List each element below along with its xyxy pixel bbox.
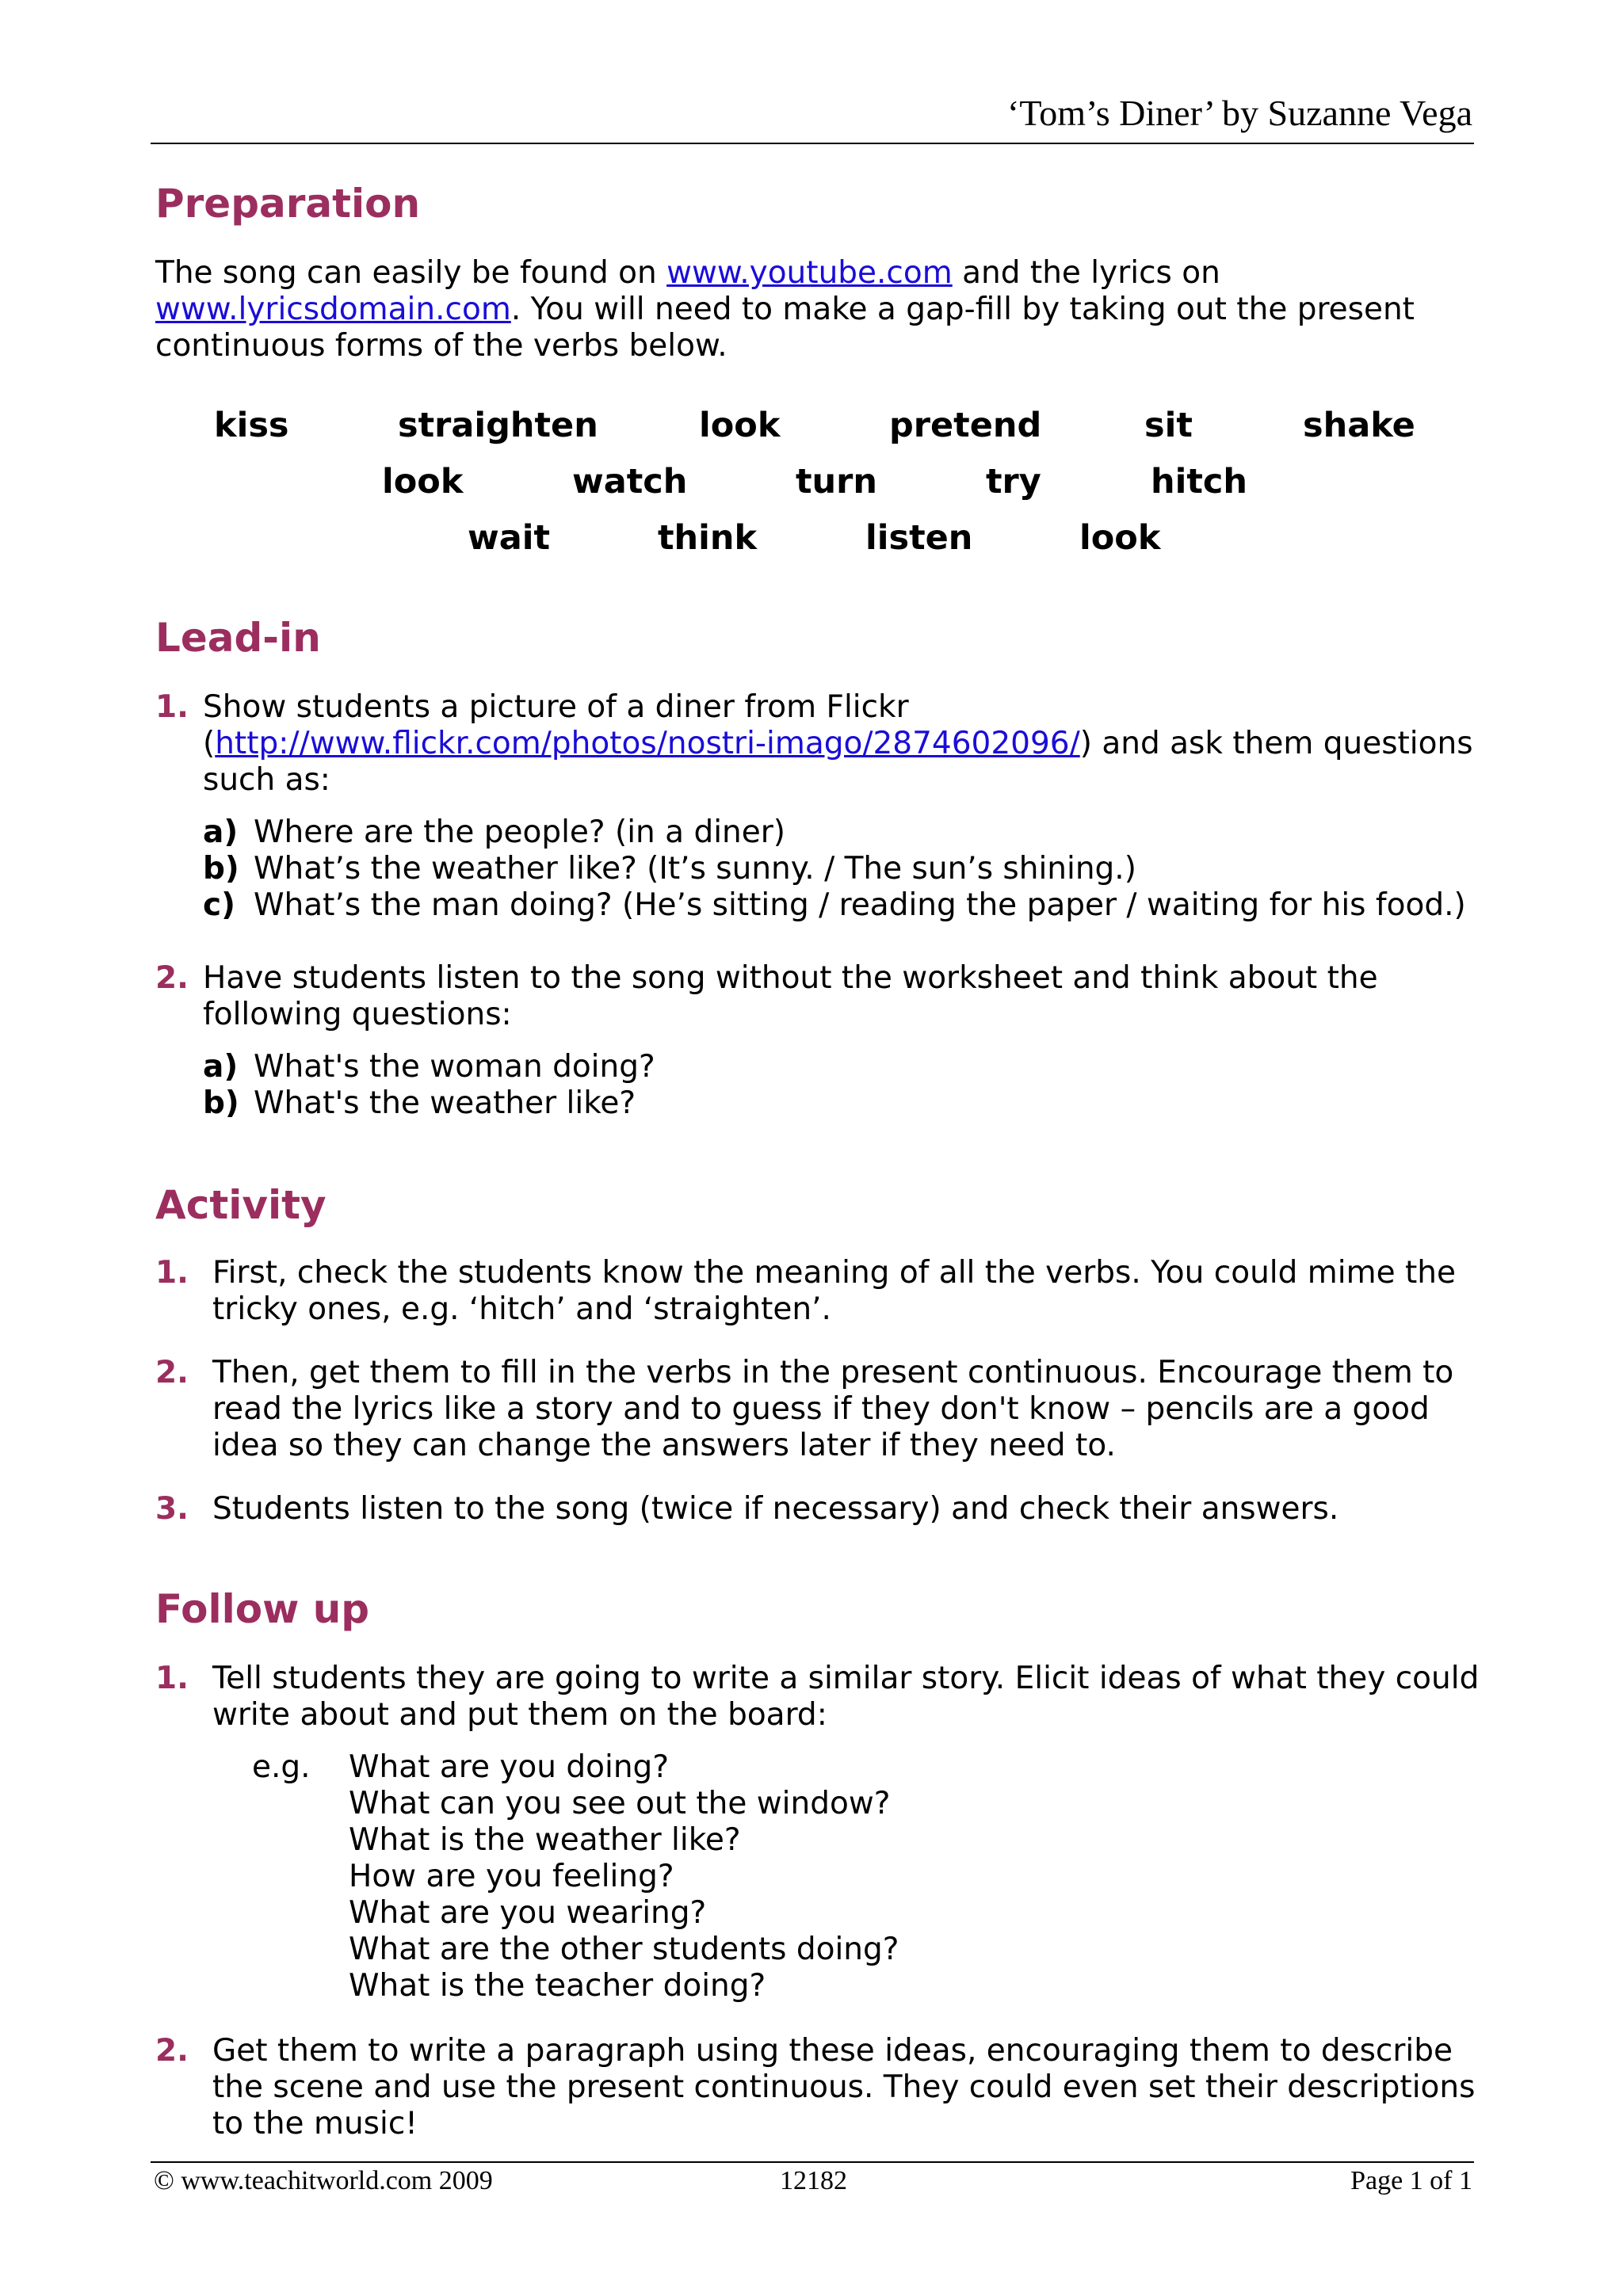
leadin-subitem: What’s the man doing? (He’s sitting / reading the paper / waiting for his food.): [254, 887, 1466, 923]
leadin-item1-line2-rest: ) and ask them questions: [1079, 726, 1473, 761]
list-number: 1.: [155, 689, 189, 725]
leadin-subitem: Where are the people? (in a diner): [254, 814, 786, 850]
followup-question: What are you doing?: [349, 1749, 670, 1785]
followup-question: How are you feeling?: [349, 1859, 674, 1894]
verb-word: shake: [1303, 406, 1415, 445]
verb-word: turn: [796, 462, 877, 502]
heading-follow-up: Follow up: [155, 1586, 370, 1632]
leadin-subitem: What's the weather like?: [254, 1085, 636, 1121]
followup-item2-line: the scene and use the present continuous. They could even set their descriptions: [212, 2069, 1476, 2105]
list-number: 1.: [155, 1255, 189, 1291]
followup-question: What are the other students doing?: [349, 1932, 899, 1967]
verb-word: pretend: [889, 406, 1042, 445]
verb-word: try: [986, 462, 1041, 502]
preparation-text-3: . You will need to make a gap-fill by taking out the present: [510, 292, 1415, 327]
activity-item2-line: read the lyrics like a story and to guess if they don't know – pencils are a good: [212, 1391, 1430, 1427]
list-number: 1.: [155, 1661, 189, 1696]
heading-activity: Activity: [155, 1182, 327, 1228]
followup-item2-line: to the music!: [212, 2106, 418, 2142]
verb-word: look: [382, 462, 464, 502]
preparation-line-2: [155, 292, 1487, 328]
youtube-link[interactable]: www.youtube.com: [666, 255, 953, 291]
lyricsdomain-link[interactable]: www.lyricsdomain.com: [155, 292, 511, 327]
sub-letter: a): [203, 814, 239, 850]
leadin-item1-line3: such as:: [203, 762, 330, 798]
followup-question: What is the weather like?: [349, 1822, 741, 1858]
verb-word: kiss: [214, 406, 289, 445]
verb-word: sit: [1144, 406, 1193, 445]
leadin-item2-line1: Have students listen to the song without the worksheet and think about the: [203, 960, 1378, 996]
preparation-line-3: continuous forms of the verbs below.: [155, 328, 727, 364]
sub-letter: c): [203, 887, 235, 923]
eg-label: e.g.: [252, 1749, 311, 1785]
preparation-line-1: [155, 255, 1487, 292]
verb-word: hitch: [1151, 462, 1248, 502]
activity-item1-line: First, check the students know the meaning of all the verbs. You could mime the: [212, 1255, 1456, 1291]
heading-lead-in: Lead-in: [155, 615, 321, 661]
verb-word: listen: [865, 518, 973, 558]
footer-divider: [151, 2161, 1474, 2163]
followup-question: What are you wearing?: [349, 1895, 707, 1931]
header-divider: [151, 143, 1474, 144]
activity-item2-line: idea so they can change the answers later if they need to.: [212, 1428, 1116, 1463]
paren-open: (: [203, 726, 216, 761]
sub-letter: a): [203, 1049, 239, 1085]
list-number: 3.: [155, 1491, 189, 1527]
sub-letter: b): [203, 851, 239, 887]
preparation-text-1: The song can easily be found on: [155, 255, 667, 291]
leadin-item2-line2: following questions:: [203, 997, 512, 1032]
followup-item1-line: Tell students they are going to write a similar story. Elicit ideas of what they could: [212, 1661, 1480, 1696]
list-number: 2.: [155, 2033, 189, 2069]
activity-item3-line: Students listen to the song (twice if necessary) and check their answers.: [212, 1491, 1339, 1527]
followup-question: What can you see out the window?: [349, 1786, 891, 1821]
heading-preparation: Preparation: [155, 181, 421, 227]
verb-word: look: [1079, 518, 1161, 558]
followup-question: What is the teacher doing?: [349, 1968, 766, 2004]
leadin-item1-line2: [203, 726, 1473, 762]
list-number: 2.: [155, 1355, 189, 1390]
verb-word: look: [699, 406, 781, 445]
verb-word: think: [658, 518, 758, 558]
preparation-text-2: and the lyrics on: [952, 255, 1220, 291]
document-title: ‘Tom’s Diner’ by Suzanne Vega: [1007, 93, 1472, 133]
leadin-item1-line1: Show students a picture of a diner from Flickr: [203, 689, 909, 725]
sub-letter: b): [203, 1085, 239, 1121]
verb-word: wait: [468, 518, 551, 558]
verb-word: watch: [572, 462, 688, 502]
footer-code: 12182: [780, 2166, 847, 2195]
list-number: 2.: [155, 960, 189, 996]
footer-copyright: © www.teachitworld.com 2009: [154, 2166, 493, 2195]
footer-page-number: Page 1 of 1: [1350, 2166, 1472, 2195]
activity-item1-line: tricky ones, e.g. ‘hitch’ and ‘straighten’.: [212, 1291, 831, 1327]
leadin-subitem: What's the woman doing?: [254, 1049, 655, 1085]
leadin-subitem: What’s the weather like? (It’s sunny. / The sun’s shining.): [254, 851, 1136, 887]
activity-item2-line: Then, get them to fill in the verbs in the present continuous. Encourage them to: [212, 1355, 1454, 1390]
verb-word: straighten: [398, 406, 598, 445]
followup-item2-line: Get them to write a paragraph using these ideas, encouraging them to describe: [212, 2033, 1453, 2069]
flickr-link[interactable]: http://www.flickr.com/photos/nostri-imago/2874602096/: [215, 726, 1080, 761]
followup-item1-line: write about and put them on the board:: [212, 1697, 827, 1733]
